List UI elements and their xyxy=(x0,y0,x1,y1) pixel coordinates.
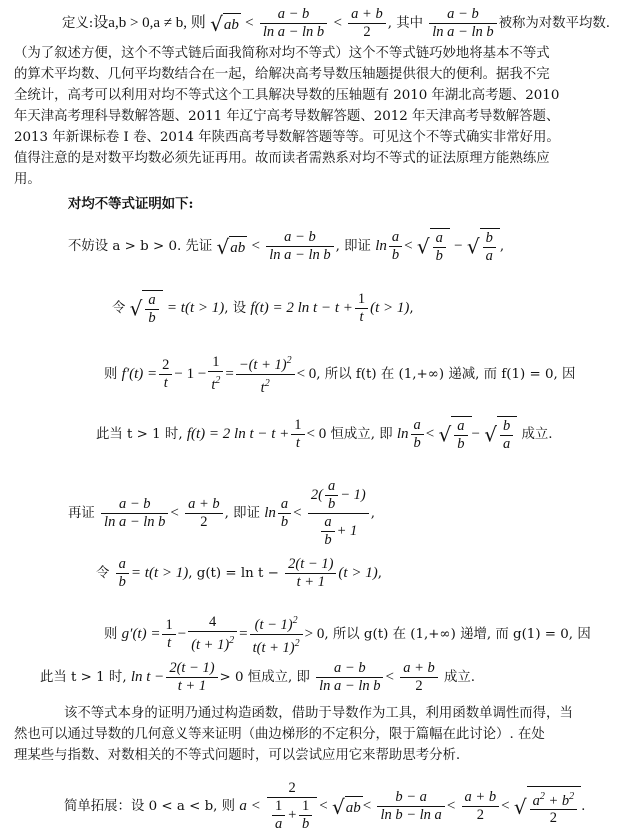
step3-text-b: , 所以 f(t) 在 (1,+∞) 递减, 而 f(1) = 0, 因 xyxy=(316,366,576,382)
step2-text-b: , 设 xyxy=(224,301,247,316)
definition-line: 定义:设a,b > 0,a ≠ b, 则 √ab < $\frac{a - b}{\text{ln a − ln b}}$ < $\frac{a + b}{2}$ , 其中 $\frac{a - b}{\text{ln a − ln b}}$ 被称为对数平均数. xyxy=(62,6,611,40)
arith-mean-fraction: $\frac{a + b}{2}$ xyxy=(348,6,386,41)
step7-text-b: , 所以 g(t) 在 (1,+∞) 递增, 而 g(1) = 0, 因 xyxy=(324,626,591,642)
paragraph-line: （为了叙述方便，这个不等式链后面我简称对均不等式）这个不等式链巧妙地将基本不等式 xyxy=(14,46,550,61)
proof-title: 对均不等式证明如下: xyxy=(68,196,194,212)
closing-line: 该不等式本身的证明乃通过构造函数，借助于导数作为工具，利用函数单调性而得，当 xyxy=(64,706,573,721)
proof-step-6: 令 $\frac{a}{b}$ = t(t > 1), g(t) = ln t − $\frac{2(t - 1)}{t + 1}$ (t > 1), xyxy=(96,556,382,590)
closing-line: 然也可以通过导数的几何意义等来证明（曲边梯形的不定积分，限于篇幅在此讨论）. 在处 xyxy=(14,727,545,742)
paragraph-line: 用。 xyxy=(14,172,41,187)
proof-step-2: 令 √ $\frac{a}{b}$ = t(t > 1), 设 f(t) = 2 ln t − t + $\frac{1}{t}$ (t > 1), xyxy=(112,291,414,326)
step7-text-a: 则 xyxy=(104,626,118,642)
paragraph-line: 年天津高考理科导数解答题、2011 年辽宁高考导数解答题、2012 年天津高考导数解答题、 xyxy=(14,109,560,124)
step4-text-c: 成立. xyxy=(521,427,553,442)
step6-text-b: , g(t) = ln t − xyxy=(188,566,279,581)
paragraph-line: 值得注意的是对数平均数必须先证再用。故而读者需熟系对均不等式的证法原理方能熟练应 xyxy=(14,151,550,166)
definition-tail: 被称为对数平均数. xyxy=(498,16,611,31)
proof-step-4: 此当 t > 1 时, f(t) = 2 ln t − t + $\frac{1}{t}$ < 0 恒成立, 即 ln $\frac{a}{b}$ < √ $\frac{a}{b}$ − √ $\frac{b}{a}$ 成立. xyxy=(96,417,553,452)
step5-text-a: 再证 xyxy=(68,506,95,521)
step2-text-a: 令 xyxy=(112,301,126,316)
paragraph-line: 全统计，高考可以利用对均不等式这个工具解决导数的压轴题有 2010 年湖北高考题、2010 xyxy=(14,88,560,103)
proof-step-7: 则 g′(t) = $\frac{1}{t}$ − $\frac{4}{(t + 1)^2}$ = $\frac{(t - 1)^2}{t(t + 1)^2}$ > 0, 所以 g(t) 在 (1,+∞) 递增, 而 g(1) = 0, 因 xyxy=(104,612,591,657)
step6-text-a: 令 xyxy=(96,566,110,581)
step4-text-b: 恒成立, 即 xyxy=(330,427,393,442)
step3-text-a: 则 xyxy=(104,366,118,382)
paragraph-line: 的算术平均数、几何平均数结合在一起，给解决高考导数压轴题提供很大的便利。据我不完 xyxy=(14,67,550,82)
proof-step-1: 不妨设 a > b > 0. 先证 √ab < $\frac{a - b}{\text{ln a − ln b}}$ , 即证 ln $\frac{a}{b}$ < √ $\frac{a}{b}$ − √ $\frac{b}{a}$ , xyxy=(68,229,505,264)
closing-line: 理某些与指数、对数相关的不等式问题时，可以尝试应用它来帮助思考分析. xyxy=(14,748,461,763)
step4-text-a: 此当 t > 1 时, xyxy=(96,427,183,442)
extension-line: 简单拓展：设 0 < a < b, 则 a < 2 $\frac{1}{a}$ + $\frac{1}{b}$ < √ab < $\frac{b - a}{\text{ln b − ln a}}$ < $\frac{a + b}{2}$ < √ $\frac{a^2 + b^2}{2}$ . xyxy=(64,780,586,832)
step1-text-a: 不妨设 a > b > 0. 先证 xyxy=(68,239,213,254)
step8-text-b: > 0 恒成立, 即 xyxy=(219,670,310,685)
log-mean-fraction-2: $\frac{a - b}{\text{ln a − ln b}}$ xyxy=(429,6,496,41)
proof-step-8: 此当 t > 1 时, ln t − $\frac{2(t - 1)}{t + 1}$ > 0 恒成立, 即 $\frac{a - b}{\text{ln a − ln b}}$ < $\frac{a + b}{2}$ 成立. xyxy=(40,660,476,694)
proof-step-5: 再证 $\frac{a - b}{\text{ln a − ln b}}$ < $\frac{a + b}{2}$ , 即证 ln $\frac{a}{b}$ < 2( $\frac{a}{b}$ − 1) $\frac{a}{b}$ + 1 , xyxy=(68,478,375,548)
sqrt-ab: √ab xyxy=(210,11,239,36)
extension-text: 简单拓展：设 0 < a < b, 则 xyxy=(64,799,236,814)
log-mean-fraction: $\frac{a - b}{\text{ln a − ln b}}$ xyxy=(260,6,327,41)
proof-step-3: 则 f′(t) = $\frac{2}{t}$ − 1 − $\frac{1}{t^2}$ = $\frac{-(t + 1)^2}{t^2}$ < 0, 所以 f(t) 在 (1,+∞) 递减, 而 f(1) = 0, 因 xyxy=(104,352,575,397)
definition-intro: 设a,b > 0,a ≠ b, 则 xyxy=(93,15,206,31)
step8-text-c: 成立. xyxy=(444,670,476,685)
step1-text-b: , 即证 xyxy=(335,239,371,254)
step5-text-b: , 即证 xyxy=(224,506,260,521)
step8-text-a: 此当 t > 1 时, xyxy=(40,670,127,685)
definition-middle: , 其中 xyxy=(387,16,424,31)
paragraph-line: 2013 年新课标卷 I 卷、2014 年陕西高考导数解答题等等。可见这个不等式确实非常好用。 xyxy=(14,130,560,145)
definition-label: 定义: xyxy=(62,16,94,31)
